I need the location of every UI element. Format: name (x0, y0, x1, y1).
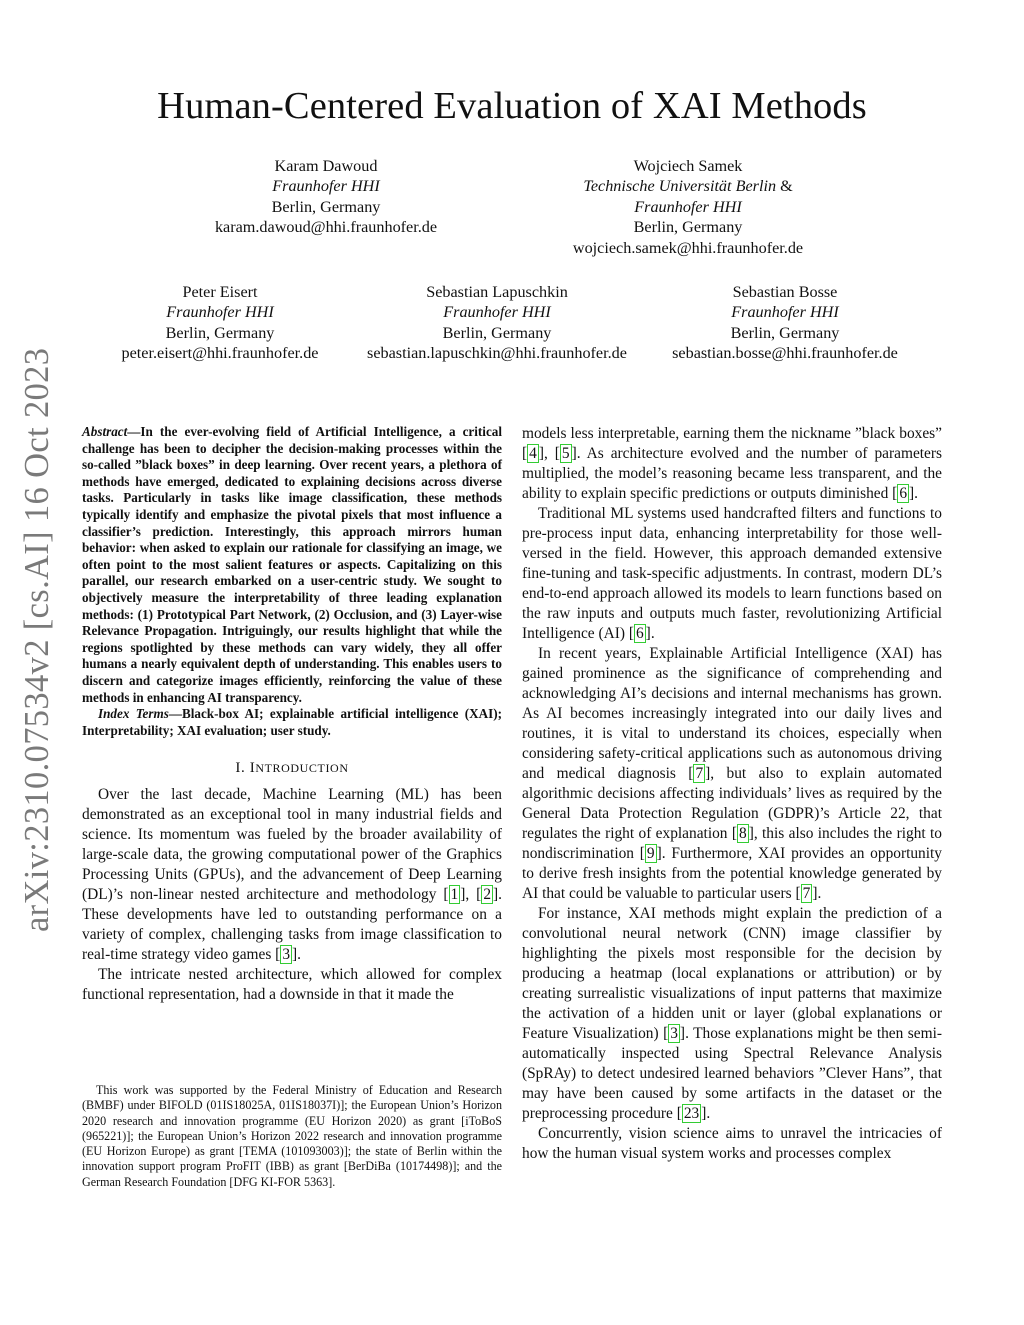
author-name: Sebastian Lapuschkin (426, 283, 568, 301)
index-terms-label: Index Terms (98, 706, 169, 722)
author-location: Berlin, Germany (730, 323, 840, 342)
footnote (82, 1083, 502, 1190)
author-affiliation: Fraunhofer HHI (731, 303, 839, 322)
section-number: I. (235, 760, 246, 777)
right-column (522, 424, 942, 1164)
paragraph: Over the last decade, Machine Learning (ML) has been demonstrated as an exceptional tool in many industrial fields and science. Its momentum was fueled by the broader availability of large-scale data, the growing computational power of the Graphics Processing Units (GPUs), and the advancement of Deep Learning (DL)’s non-linear nested architecture and methodology [ 1 ], [ 2 ]. These developments have led to outstanding performance on a variety of complex, challenging tasks from image classification to real-time strategy video games [ 3 ]. (82, 786, 503, 964)
author-email[interactable]: peter.eisert@hhi.fraunhofer.de (121, 344, 319, 363)
author-location: Berlin, Germany (633, 218, 743, 237)
paragraph: For instance, XAI methods might explain the prediction of a convolutional neural network (CNN) image classifier by highlighting the pixels most responsible for the decision by producing a heatmap (local explanations or attribution) or by creating surrealistic visualizations of input patterns that maximize the activation of a hidden unit or layer (global explanations or Feature Visualization) [ 3 ]. Those explanations might be then semi-automatically inspected using Spectral Relevance Analysis (SpRAy) to detect undesired learned behaviors ”Clever Hans”, that may have been caused by some artifacts in the dataset or the preprocessing procedure [ 23 ]. (522, 905, 942, 1122)
intro-text-left (82, 785, 502, 1005)
paragraph: Concurrently, vision science aims to unravel the intricacies of how the human visual system works and processes complex (522, 1125, 942, 1162)
author-email[interactable]: wojciech.samek@hhi.fraunhofer.de (572, 238, 804, 257)
abstract (82, 424, 502, 739)
author-location: Berlin, Germany (271, 197, 381, 216)
citation-link[interactable]: 4 (529, 445, 537, 462)
citation-link[interactable]: 1 (450, 886, 459, 904)
citation-link[interactable]: 3 (282, 946, 291, 964)
citation-link[interactable]: 6 (635, 625, 644, 642)
section-heading (82, 760, 502, 777)
paragraph: models less interpretable, earning them the nickname ”black boxes” [ 4 ], [ 5 ]. As architecture evolved and the number of parameters multiplied, the model’s reasoning became less transparent, and the ability to explain specific predictions or outputs diminished [ 6 ]. (522, 425, 942, 502)
citation-link[interactable]: 6 (899, 485, 908, 502)
author-block (548, 156, 828, 258)
author-email[interactable]: sebastian.bosse@hhi.fraunhofer.de (672, 344, 898, 363)
paragraph: In recent years, Explainable Artificial Intelligence (XAI) has gained prominence as the significance of comprehending and acknowledging AI’s decisions and internal mechanisms has grown. As AI becomes increasingly integrated into our daily lives and routines, it is vital to understand its choices, especially when considering safety-critical applications such as autonomous driving and medical diagnosis [ 7 ], but also to explain automated algorithmic decisions affecting individuals’ lives as required by the General Data Protection Regulation (GDPR)’s Article 22, that regulates the right of explanation [ 8 ], this also includes the right to nondiscrimination [ 9 ]. Furthermore, XAI provides an opportunity to derive fresh insights from the potential knowledge generated by AI that could be valuable to particular users [ 7 ]. (522, 645, 942, 902)
citation-link[interactable]: 9 (646, 845, 655, 862)
author-affiliation: Fraunhofer HHI (634, 197, 742, 216)
author-name: Peter Eisert (182, 283, 258, 301)
author-affiliation: Fraunhofer HHI (443, 303, 551, 322)
author-block (660, 282, 910, 364)
section-title-rest: NTRODUCTION (255, 761, 349, 776)
author-email[interactable]: karam.dawoud@hhi.fraunhofer.de (214, 218, 438, 237)
author-block (100, 282, 340, 364)
paragraph: Traditional ML systems used handcrafted filters and functions to pre-process input data, enhancing interpretability for those well-versed in the field. However, this approach demanded extensive fine-tuning and task-specific adjustments. In contrast, modern DL’s end-to-end approach allowed its models to learn functions based on the raw inputs and outputs much faster, revolutionizing Artificial Intelligence (AI) [ 6 ]. (522, 505, 942, 642)
citation-link[interactable]: 7 (802, 885, 811, 902)
author-affiliation: Fraunhofer HHI (166, 303, 274, 322)
author-affiliation: Fraunhofer HHI (272, 177, 380, 196)
author-block (196, 156, 456, 238)
paper-title: Human-Centered Evaluation of XAI Methods (157, 85, 867, 127)
index-terms-text: —Black-box AI; explainable artificial intelligence (XAI); Interpretability; XAI evaluation; user study. (82, 706, 503, 738)
arxiv-identifier[interactable]: arXiv:2310.07534v2 [cs.AI] 16 Oct 2023 (18, 347, 56, 932)
affiliation-ampersand: & (780, 177, 793, 196)
author-name: Karam Dawoud (274, 157, 378, 175)
citation-link[interactable]: 8 (738, 825, 747, 842)
citation-link[interactable]: 3 (670, 1025, 678, 1042)
citation-link[interactable]: 5 (561, 445, 570, 462)
funding-footnote: This work was supported by the Federal Ministry of Education and Research (BMBF) under BIFOLD (01IS18025A, 01IS18037I)]; the European Union’s Horizon 2020 research and innovation programme (EU Horizon 2020) as grant [iToBoS (965221)]; the European Union’s Horizon 2022 research and innovation programme (EU Horizon Europe) as grant [TEMA (101093003)]; the state of Berlin within the innovation support program ProFIT (IBB) as grant [BerDiBa (10174498)]; and the German Research Foundation [DFG KI-FOR 5363]. (82, 1083, 502, 1189)
author-name: Wojciech Samek (633, 157, 743, 175)
author-location: Berlin, Germany (165, 323, 275, 342)
paragraph: The intricate nested architecture, which allowed for complex functional representation, had a downside in that it made the (82, 966, 502, 1004)
abstract-text: —In the ever-evolving field of Artificial Intelligence, a critical challenge has been to decipher the decision-making processes within the so-called ”black boxes” in deep learning. Over recent years, a plethora of methods have emerged, dedicated to explaining decisions across diverse tasks. Particularly in tasks like image classification, these methods typically identify and emphasize the pivotal pixels that most influence a classifier’s prediction. Interestingly, this approach mirrors human behavior: when asked to explain our rationale for classifying an image, we often point to the most salient features or aspects. Capitalizing on this parallel, our research embarked on a user-centric study. We sought to objectively measure the interpretability of three leading explanation methods: (1) Prototypical Part Network, (2) Occlusion, and (3) Layer-wise Relevance Propagation. Intriguingly, our results highlight that while the regions spotlighted by these methods can vary widely, they all offer humans a nearly equivalent depth of understanding. This enables users to discern and categorize images efficiently, reinforcing the value of these methods in enhancing AI transparency. (82, 424, 502, 705)
author-email[interactable]: sebastian.lapuschkin@hhi.fraunhofer.de (367, 344, 627, 363)
citation-link[interactable]: 2 (483, 886, 492, 904)
section-first-letter: I (249, 760, 256, 777)
citation-link[interactable]: 7 (695, 765, 704, 782)
author-block (357, 282, 637, 364)
abstract-label: Abstract (82, 424, 128, 439)
citation-link[interactable]: 23 (683, 1105, 700, 1122)
author-name: Sebastian Bosse (732, 283, 838, 301)
author-location: Berlin, Germany (442, 323, 552, 342)
author-affiliation: Technische Universität Berlin (583, 177, 777, 196)
left-column (82, 424, 502, 1005)
